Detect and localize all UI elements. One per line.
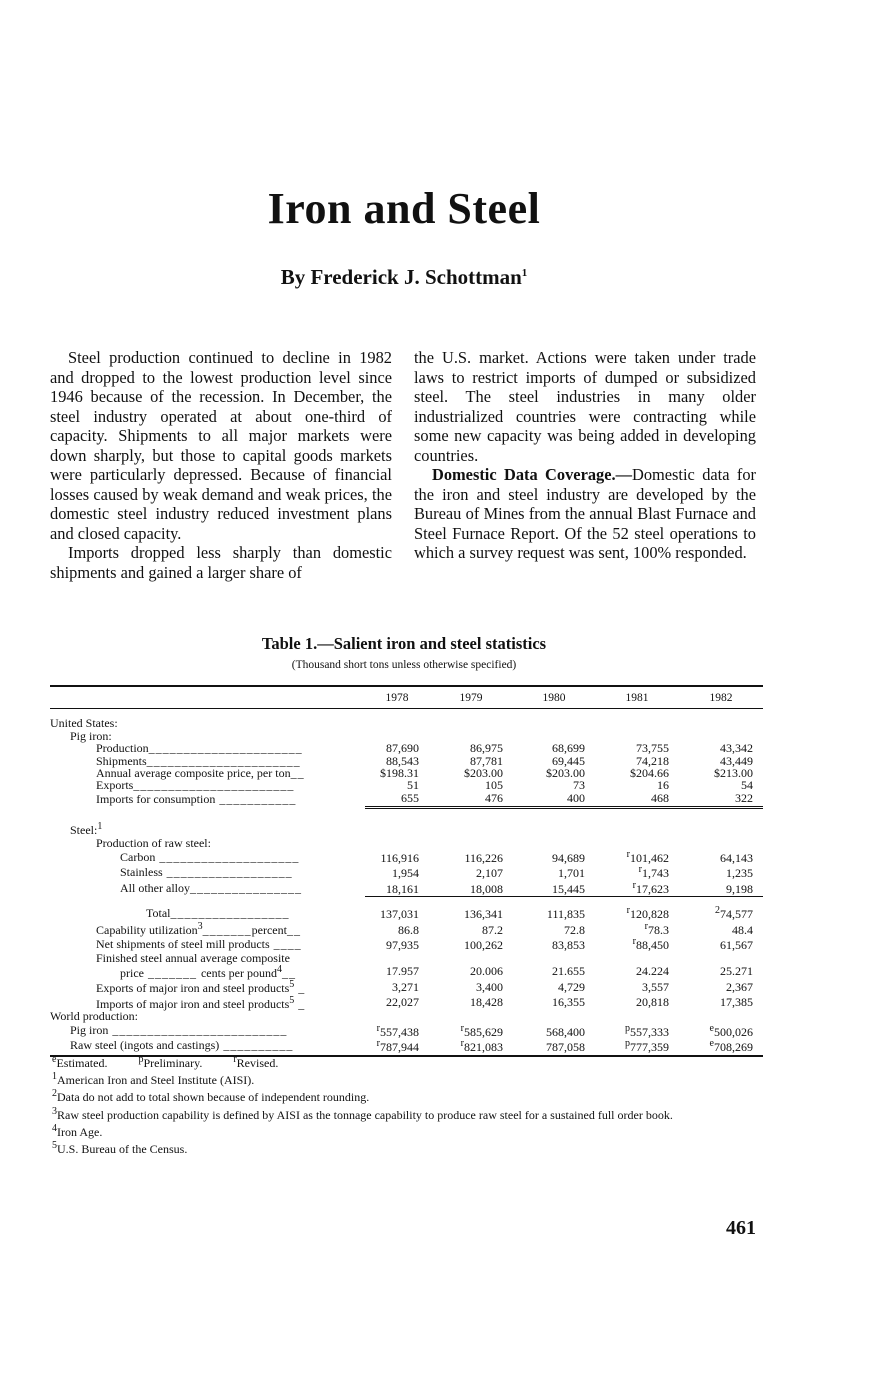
cell-value: 100,262 — [464, 938, 503, 953]
cell-value: 94,689 — [552, 851, 585, 866]
table-header-row — [50, 686, 763, 709]
section-heading: Pig iron: — [70, 728, 112, 743]
cell-value: 21.655 — [552, 964, 585, 979]
cell-value: 322 — [679, 792, 763, 808]
page-number: 461 — [726, 1217, 756, 1239]
cell-value: 54 — [741, 778, 753, 793]
coverage-heading: Domestic Data Coverage.— — [432, 465, 632, 484]
cell-value: 25.271 — [720, 964, 753, 979]
cell-value: 87.2 — [482, 922, 503, 937]
row-label: Stainless __________________ — [120, 864, 293, 879]
header-label-cell — [50, 686, 365, 709]
section-heading: United States: — [50, 716, 118, 731]
table-title: Table 1.—Salient iron and steel statistics — [261, 634, 547, 653]
cell-value: 83,853 — [552, 938, 585, 953]
cell-value: 17,385 — [720, 995, 753, 1010]
cell-value: 1,701 — [558, 866, 585, 881]
cell-value: $203.00 — [464, 766, 503, 781]
cell-value: 20,818 — [636, 995, 669, 1010]
cell-value: 16 — [657, 778, 669, 793]
coverage-text: Domestic data for the iron and steel industry are developed by the Bureau of Mines from the annual Blast Furnace and Steel Furnace Report. Of the 52 steel operations to which a survey request was sent, 100% responded. — [414, 465, 756, 562]
section-heading-row — [50, 837, 763, 849]
header-year: 1982 — [679, 686, 763, 709]
row-label: Annual average composite price, per ton__ — [96, 766, 305, 781]
cell-value: $^r$17,623 — [595, 880, 679, 897]
footnote-preliminary: $^p$Preliminary. — [138, 1054, 203, 1070]
cell-value: 2,367 — [726, 979, 753, 994]
cell-value: 476 — [429, 792, 513, 808]
row-label: Carbon ____________________ — [120, 849, 300, 864]
cell-value: 97,935 — [386, 938, 419, 953]
paragraph-continuation: the U.S. market. Actions were taken under trade laws to restrict imports of dumped or subsidized steel. The steel industries in many older industrialized countries were contracting while some new capacity was being added in developing countries. — [414, 348, 756, 465]
paragraph-imports: Imports dropped less sharply than domestic shipments and gained a larger share of — [50, 543, 392, 582]
left-text-column — [50, 348, 392, 582]
footnote: $^1$American Iron and Steel Institute (AISI). — [52, 1071, 255, 1088]
cell-value: 88,543 — [386, 753, 419, 768]
cell-value: 68,699 — [552, 741, 585, 756]
cell-value: 4,729 — [558, 979, 585, 994]
salient-statistics-table — [50, 685, 763, 1057]
cell-value: $^r$787,944 — [365, 1038, 429, 1056]
table-row — [50, 880, 763, 897]
cell-value: $^r$101,462 — [626, 849, 669, 866]
cell-value: 3,400 — [476, 979, 503, 994]
article-title: Iron and Steel — [267, 184, 541, 233]
table-row — [50, 1023, 763, 1038]
cell-value: 24.224 — [636, 964, 669, 979]
section-heading-row — [50, 952, 763, 964]
cell-value: $^e$500,026 — [709, 1022, 753, 1039]
cell-value: $213.00 — [714, 766, 753, 781]
footnote-mark: 1 — [97, 821, 103, 833]
cell-value: 568,400 — [546, 1024, 585, 1039]
table-subtitle: (Thousand short tons unless otherwise specified) — [291, 659, 517, 671]
header-year: 1978 — [365, 686, 429, 709]
author-name: By Frederick J. Schottman — [280, 265, 522, 289]
table-row — [50, 995, 763, 1010]
section-heading: Production of raw steel: — [96, 835, 211, 850]
footnote-symbols — [52, 1053, 764, 1070]
cell-value: 111,835 — [546, 907, 585, 922]
cell-value: 136,341 — [464, 907, 503, 922]
cell-value: 73,755 — [636, 741, 669, 756]
footnote-revised: $^r$Revised. — [233, 1054, 279, 1070]
row-label: Production______________________ — [96, 741, 303, 756]
paragraph-data-coverage — [414, 465, 756, 563]
cell-value: 3,271 — [392, 979, 419, 994]
row-label: Shipments______________________ — [96, 753, 301, 768]
cell-value: 400 — [513, 792, 595, 808]
cell-value: 105 — [485, 778, 503, 793]
cell-value: 87,781 — [470, 753, 503, 768]
table-row — [50, 964, 763, 979]
cell-value: 17.957 — [386, 964, 419, 979]
cell-value: $^r$557,438 — [376, 1022, 419, 1039]
cell-value: $^e$708,269 — [679, 1038, 763, 1056]
table-row — [50, 936, 763, 951]
cell-value: 48.4 — [732, 922, 753, 937]
cell-value: 69,445 — [552, 753, 585, 768]
cell-value: $^p$557,333 — [625, 1022, 669, 1039]
table-row-total — [50, 905, 763, 920]
row-label: Net shipments of steel mill products ____ — [96, 936, 302, 951]
cell-value: 86,975 — [470, 741, 503, 756]
section-heading: World production: — [50, 1009, 139, 1024]
table-footnotes — [52, 1053, 764, 1156]
cell-value: 18,428 — [470, 995, 503, 1010]
section-heading: Finished steel annual average composite — [96, 950, 290, 965]
table-row — [50, 979, 763, 994]
cell-value: 9,198 — [679, 880, 763, 897]
cell-value: $203.00 — [546, 766, 585, 781]
header-year: 1979 — [429, 686, 513, 709]
cell-value: 2,107 — [476, 866, 503, 881]
cell-value: 43,342 — [720, 741, 753, 756]
row-label: Total_________________ — [146, 905, 290, 920]
cell-value: 18,008 — [429, 880, 513, 897]
cell-value: 1,235 — [726, 866, 753, 881]
right-text-column — [414, 348, 756, 563]
footnote-estimated: $^e$Estimated. — [52, 1054, 108, 1070]
cell-value: 116,226 — [464, 851, 503, 866]
cell-value: $^r$1,743 — [638, 864, 669, 881]
cell-value: 20.006 — [470, 964, 503, 979]
row-label: Pig iron _________________________ — [70, 1023, 288, 1038]
section-heading: Steel:$^1$ — [70, 821, 103, 838]
cell-value: $^2$74,577 — [715, 905, 753, 922]
cell-value: $^r$120,828 — [626, 905, 669, 922]
table-row — [50, 921, 763, 936]
row-label: Exports of major iron and steel products$^5$ _ — [96, 979, 306, 996]
cell-value: 72.8 — [564, 922, 585, 937]
section-heading-row — [50, 821, 763, 836]
cell-value: $^r$78.3 — [644, 920, 669, 937]
cell-value: 64,143 — [720, 851, 753, 866]
byline-footnote-mark: 1 — [521, 267, 528, 279]
cell-value: 18,161 — [365, 880, 429, 897]
section-heading-row — [50, 1010, 763, 1022]
cell-value: 87,690 — [386, 741, 419, 756]
footnote: $^4$Iron Age. — [52, 1122, 103, 1139]
cell-value: $^r$88,450 — [632, 936, 669, 953]
cell-value: 51 — [407, 778, 419, 793]
header-year: 1981 — [595, 686, 679, 709]
cell-value: $198.31 — [380, 766, 419, 781]
row-label: Capability utilization$^3$_______percent__ — [96, 920, 301, 937]
cell-value: 16,355 — [552, 995, 585, 1010]
cell-value: 137,031 — [380, 907, 419, 922]
cell-value: 15,445 — [513, 880, 595, 897]
cell-value: 22,027 — [386, 995, 419, 1010]
cell-value: $^r$585,629 — [460, 1022, 503, 1039]
cell-value: 468 — [595, 792, 679, 808]
footnote: $^5$U.S. Bureau of the Census. — [52, 1140, 188, 1157]
row-label: Imports for consumption ___________ — [96, 791, 297, 806]
row-label: Raw steel (ingots and castings) __________ — [50, 1038, 365, 1056]
section-heading-row — [50, 717, 763, 729]
cell-value: 43,449 — [720, 753, 753, 768]
cell-value: $204.66 — [630, 766, 669, 781]
cell-value: 3,557 — [642, 979, 669, 994]
table-row — [50, 779, 763, 791]
cell-value: 116,916 — [380, 851, 419, 866]
table-row — [50, 864, 763, 879]
cell-value: 787,058 — [513, 1038, 595, 1056]
cell-value: 74,218 — [636, 753, 669, 768]
cell-value: 61,567 — [720, 938, 753, 953]
cell-value: $^r$821,083 — [429, 1038, 513, 1056]
footnote: $^2$Data do not add to total shown because of independent rounding. — [52, 1088, 370, 1105]
table-row — [50, 849, 763, 864]
table-row — [50, 792, 763, 808]
row-label: Imports of major iron and steel products$^5$ _ — [96, 994, 306, 1011]
cell-value: 655 — [365, 792, 429, 808]
row-label: Exports_______________________ — [96, 778, 295, 793]
cell-value: 73 — [573, 778, 585, 793]
byline — [0, 265, 808, 290]
paragraph-intro: Steel production continued to decline in 1982 and dropped to the lowest production level since 1946 because of the recession. In December, the steel industry operated at about one-third of capacity. Shipments to all major markets were down sharply, but those to capital goods markets were particularly depressed. Because of financial losses caused by weak demand and weak prices, the domestic steel industry reduced investment plans and closed capacity. — [50, 348, 392, 543]
row-label: All other alloy________________ — [120, 880, 302, 895]
cell-value: $^p$777,359 — [595, 1038, 679, 1056]
cell-value: 86.8 — [398, 922, 419, 937]
header-year: 1980 — [513, 686, 595, 709]
row-label: price _______ cents per pound$^4$__ — [120, 963, 296, 980]
cell-value: 1,954 — [392, 866, 419, 881]
footnote: $^3$Raw steel production capability is defined by AISI as the tonnage capability to produce raw steel for a sustained full order book. — [52, 1105, 673, 1122]
